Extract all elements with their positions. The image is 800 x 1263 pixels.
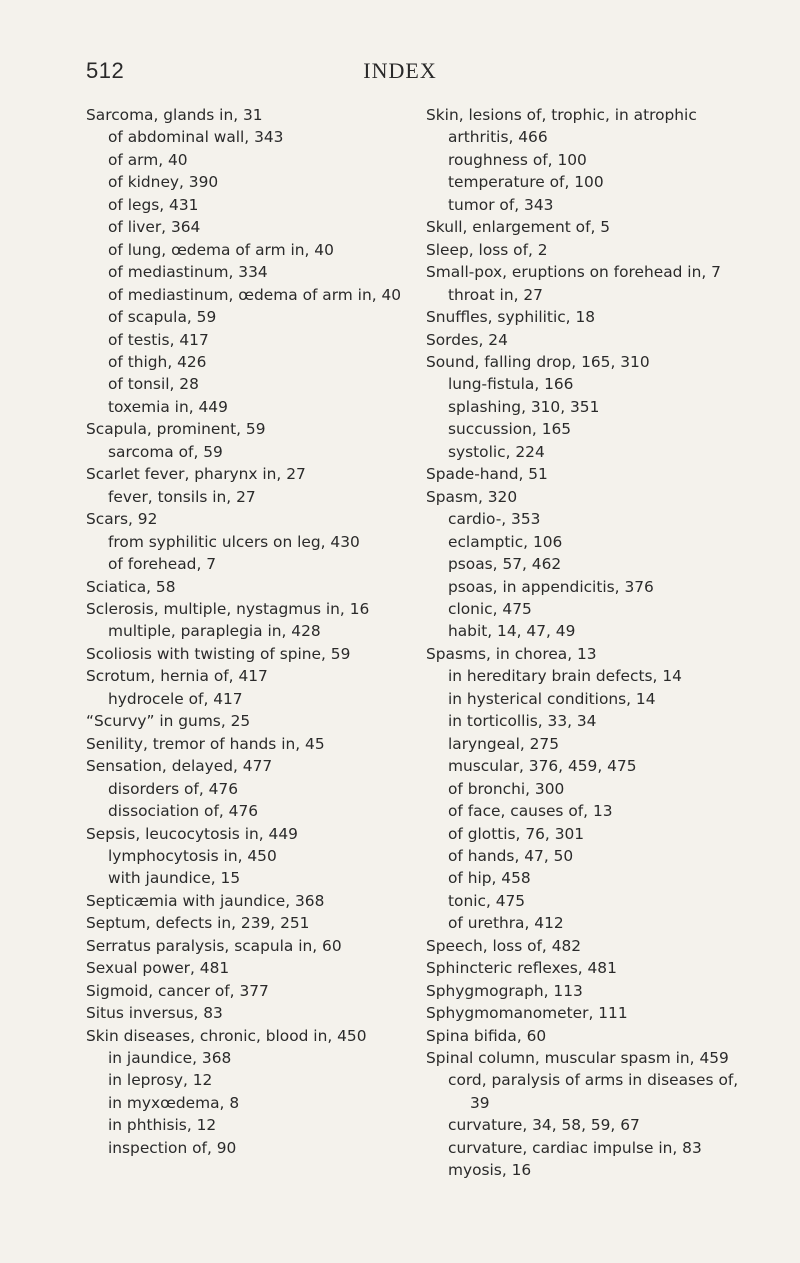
index-subentry: of arm, 40 — [108, 150, 188, 169]
index-entry: Situs inversus, 83 — [86, 1004, 223, 1023]
index-subentry: of thigh, 426 — [108, 352, 207, 371]
index-subentry: in jaundice, 368 — [108, 1049, 232, 1068]
index-entry: Scarlet fever, pharynx in, 27 — [86, 465, 306, 484]
index-subentry: of kidney, 390 — [108, 173, 219, 192]
index-subentry: clonic, 475 — [448, 599, 532, 618]
index-entry: Sensation, delayed, 477 — [86, 757, 273, 776]
index-subentry: sarcoma of, 59 — [108, 442, 223, 461]
index-entry: Spinal column, muscular spasm in, 459 — [426, 1049, 729, 1068]
index-column-left — [86, 104, 406, 1159]
index-column-right — [426, 104, 756, 1182]
index-entry: Sphygmograph, 113 — [426, 981, 583, 1000]
index-subentry: in hysterical conditions, 14 — [448, 689, 656, 708]
index-subentry: of urethra, 412 — [448, 914, 564, 933]
index-subentry: in hereditary brain defects, 14 — [448, 667, 682, 686]
index-entry: Sleep, loss of, 2 — [426, 240, 548, 259]
index-entry: Snuffles, syphilitic, 18 — [426, 308, 596, 327]
index-subentry: of mediastinum, œdema of arm in, 40 — [108, 285, 402, 304]
index-subentry: tumor of, 343 — [448, 195, 554, 214]
index-subentry: dissociation of, 476 — [108, 802, 259, 821]
index-subentry: of testis, 417 — [108, 330, 209, 349]
index-entry: Scars, 92 — [86, 510, 158, 529]
index-subentry: tonic, 475 — [448, 891, 526, 910]
index-entry: Septum, defects in, 239, 251 — [86, 914, 310, 933]
index-entry: Spasms, in chorea, 13 — [426, 644, 597, 663]
index-subentry: lung-fistula, 166 — [448, 375, 574, 394]
index-subentry: psoas, 57, 462 — [448, 555, 562, 574]
index-entry: Spade-hand, 51 — [426, 465, 548, 484]
index-entry: Sciatica, 58 — [86, 577, 176, 596]
index-subentry: of hip, 458 — [448, 869, 531, 888]
index-subentry: multiple, paraplegia in, 428 — [108, 622, 321, 641]
index-subentry: of liver, 364 — [108, 218, 201, 237]
index-subentry: of hands, 47, 50 — [448, 846, 574, 865]
index-entry: Sepsis, leucocytosis in, 449 — [86, 824, 298, 843]
index-subentry: of mediastinum, 334 — [108, 263, 268, 282]
index-subentry: disorders of, 476 — [108, 779, 239, 798]
index-subentry: habit, 14, 47, 49 — [448, 622, 576, 641]
index-subentry: of glottis, 76, 301 — [448, 824, 585, 843]
index-entry: Scrotum, hernia of, 417 — [86, 667, 268, 686]
index-subentry: of lung, œdema of arm in, 40 — [108, 240, 334, 259]
index-subentry: myosis, 16 — [448, 1161, 532, 1180]
index-subentry: toxemia in, 449 — [108, 397, 228, 416]
index-entry: Skin, lesions of, trophic, in atrophic arthritis, 466 — [426, 106, 697, 147]
index-entry: Scapula, prominent, 59 — [86, 420, 266, 439]
index-entry: Speech, loss of, 482 — [426, 936, 582, 955]
index-subentry: in torticollis, 33, 34 — [448, 712, 597, 731]
index-subentry: of scapula, 59 — [108, 308, 217, 327]
index-subentry: in phthisis, 12 — [108, 1116, 217, 1135]
index-entry: Scoliosis with twisting of spine, 59 — [86, 644, 351, 663]
index-subentry: of tonsil, 28 — [108, 375, 199, 394]
index-subentry: hydrocele of, 417 — [108, 689, 243, 708]
index-subentry: systolic, 224 — [448, 442, 545, 461]
index-entry: Small-pox, eruptions on forehead in, 7 — [426, 263, 721, 282]
index-subentry: fever, tonsils in, 27 — [108, 487, 256, 506]
index-subentry: of legs, 431 — [108, 195, 199, 214]
index-entry: Skin diseases, chronic, blood in, 450 — [86, 1026, 367, 1045]
index-subentry: lymphocytosis in, 450 — [108, 846, 277, 865]
index-entry: Spasm, 320 — [426, 487, 518, 506]
index-subentry: of face, causes of, 13 — [448, 802, 613, 821]
index-subentry: psoas, in appendicitis, 376 — [448, 577, 654, 596]
index-subentry: splashing, 310, 351 — [448, 397, 600, 416]
index-subentry: temperature of, 100 — [448, 173, 604, 192]
index-entry: Skull, enlargement of, 5 — [426, 218, 611, 237]
index-entry: Sphygmomanometer, 111 — [426, 1004, 628, 1023]
index-subentry: of forehead, 7 — [108, 555, 217, 574]
index-subentry: of bronchi, 300 — [448, 779, 565, 798]
index-subentry: from syphilitic ulcers on leg, 430 — [108, 532, 360, 551]
index-subentry: roughness of, 100 — [448, 150, 587, 169]
index-subentry: throat in, 27 — [448, 285, 543, 304]
index-subentry: cord, paralysis of arms in diseases of, 39 — [448, 1071, 739, 1112]
index-subentry: in myxœdema, 8 — [108, 1093, 240, 1112]
index-entry: Serratus paralysis, scapula in, 60 — [86, 936, 342, 955]
index-subentry: of abdominal wall, 343 — [108, 128, 284, 147]
index-subentry: succussion, 165 — [448, 420, 572, 439]
index-entry: Sigmoid, cancer of, 377 — [86, 981, 269, 1000]
index-subentry: curvature, 34, 58, 59, 67 — [448, 1116, 640, 1135]
page-number: 512 — [86, 58, 125, 83]
index-subentry: inspection of, 90 — [108, 1138, 237, 1157]
index-subentry: in leprosy, 12 — [108, 1071, 213, 1090]
index-subentry: eclamptic, 106 — [448, 532, 563, 551]
index-entry: Sclerosis, multiple, nystagmus in, 16 — [86, 599, 370, 618]
index-entry: Sound, falling drop, 165, 310 — [426, 352, 650, 371]
index-entry: Septicæmia with jaundice, 368 — [86, 891, 325, 910]
index-subentry: cardio-, 353 — [448, 510, 541, 529]
index-entry: “Scurvy” in gums, 25 — [86, 712, 251, 731]
index-subentry: muscular, 376, 459, 475 — [448, 757, 637, 776]
page-header — [0, 58, 800, 88]
index-entry: Spina bifida, 60 — [426, 1026, 547, 1045]
index-subentry: curvature, cardiac impulse in, 83 — [448, 1138, 702, 1157]
index-entry: Sphincteric reflexes, 481 — [426, 959, 617, 978]
index-entry: Sordes, 24 — [426, 330, 508, 349]
index-entry: Sarcoma, glands in, 31 — [86, 106, 263, 124]
index-subentry: with jaundice, 15 — [108, 869, 241, 888]
index-entry: Senility, tremor of hands in, 45 — [86, 734, 325, 753]
index-entry: Sexual power, 481 — [86, 959, 230, 978]
running-head: INDEX — [363, 58, 437, 83]
index-subentry: laryngeal, 275 — [448, 734, 560, 753]
